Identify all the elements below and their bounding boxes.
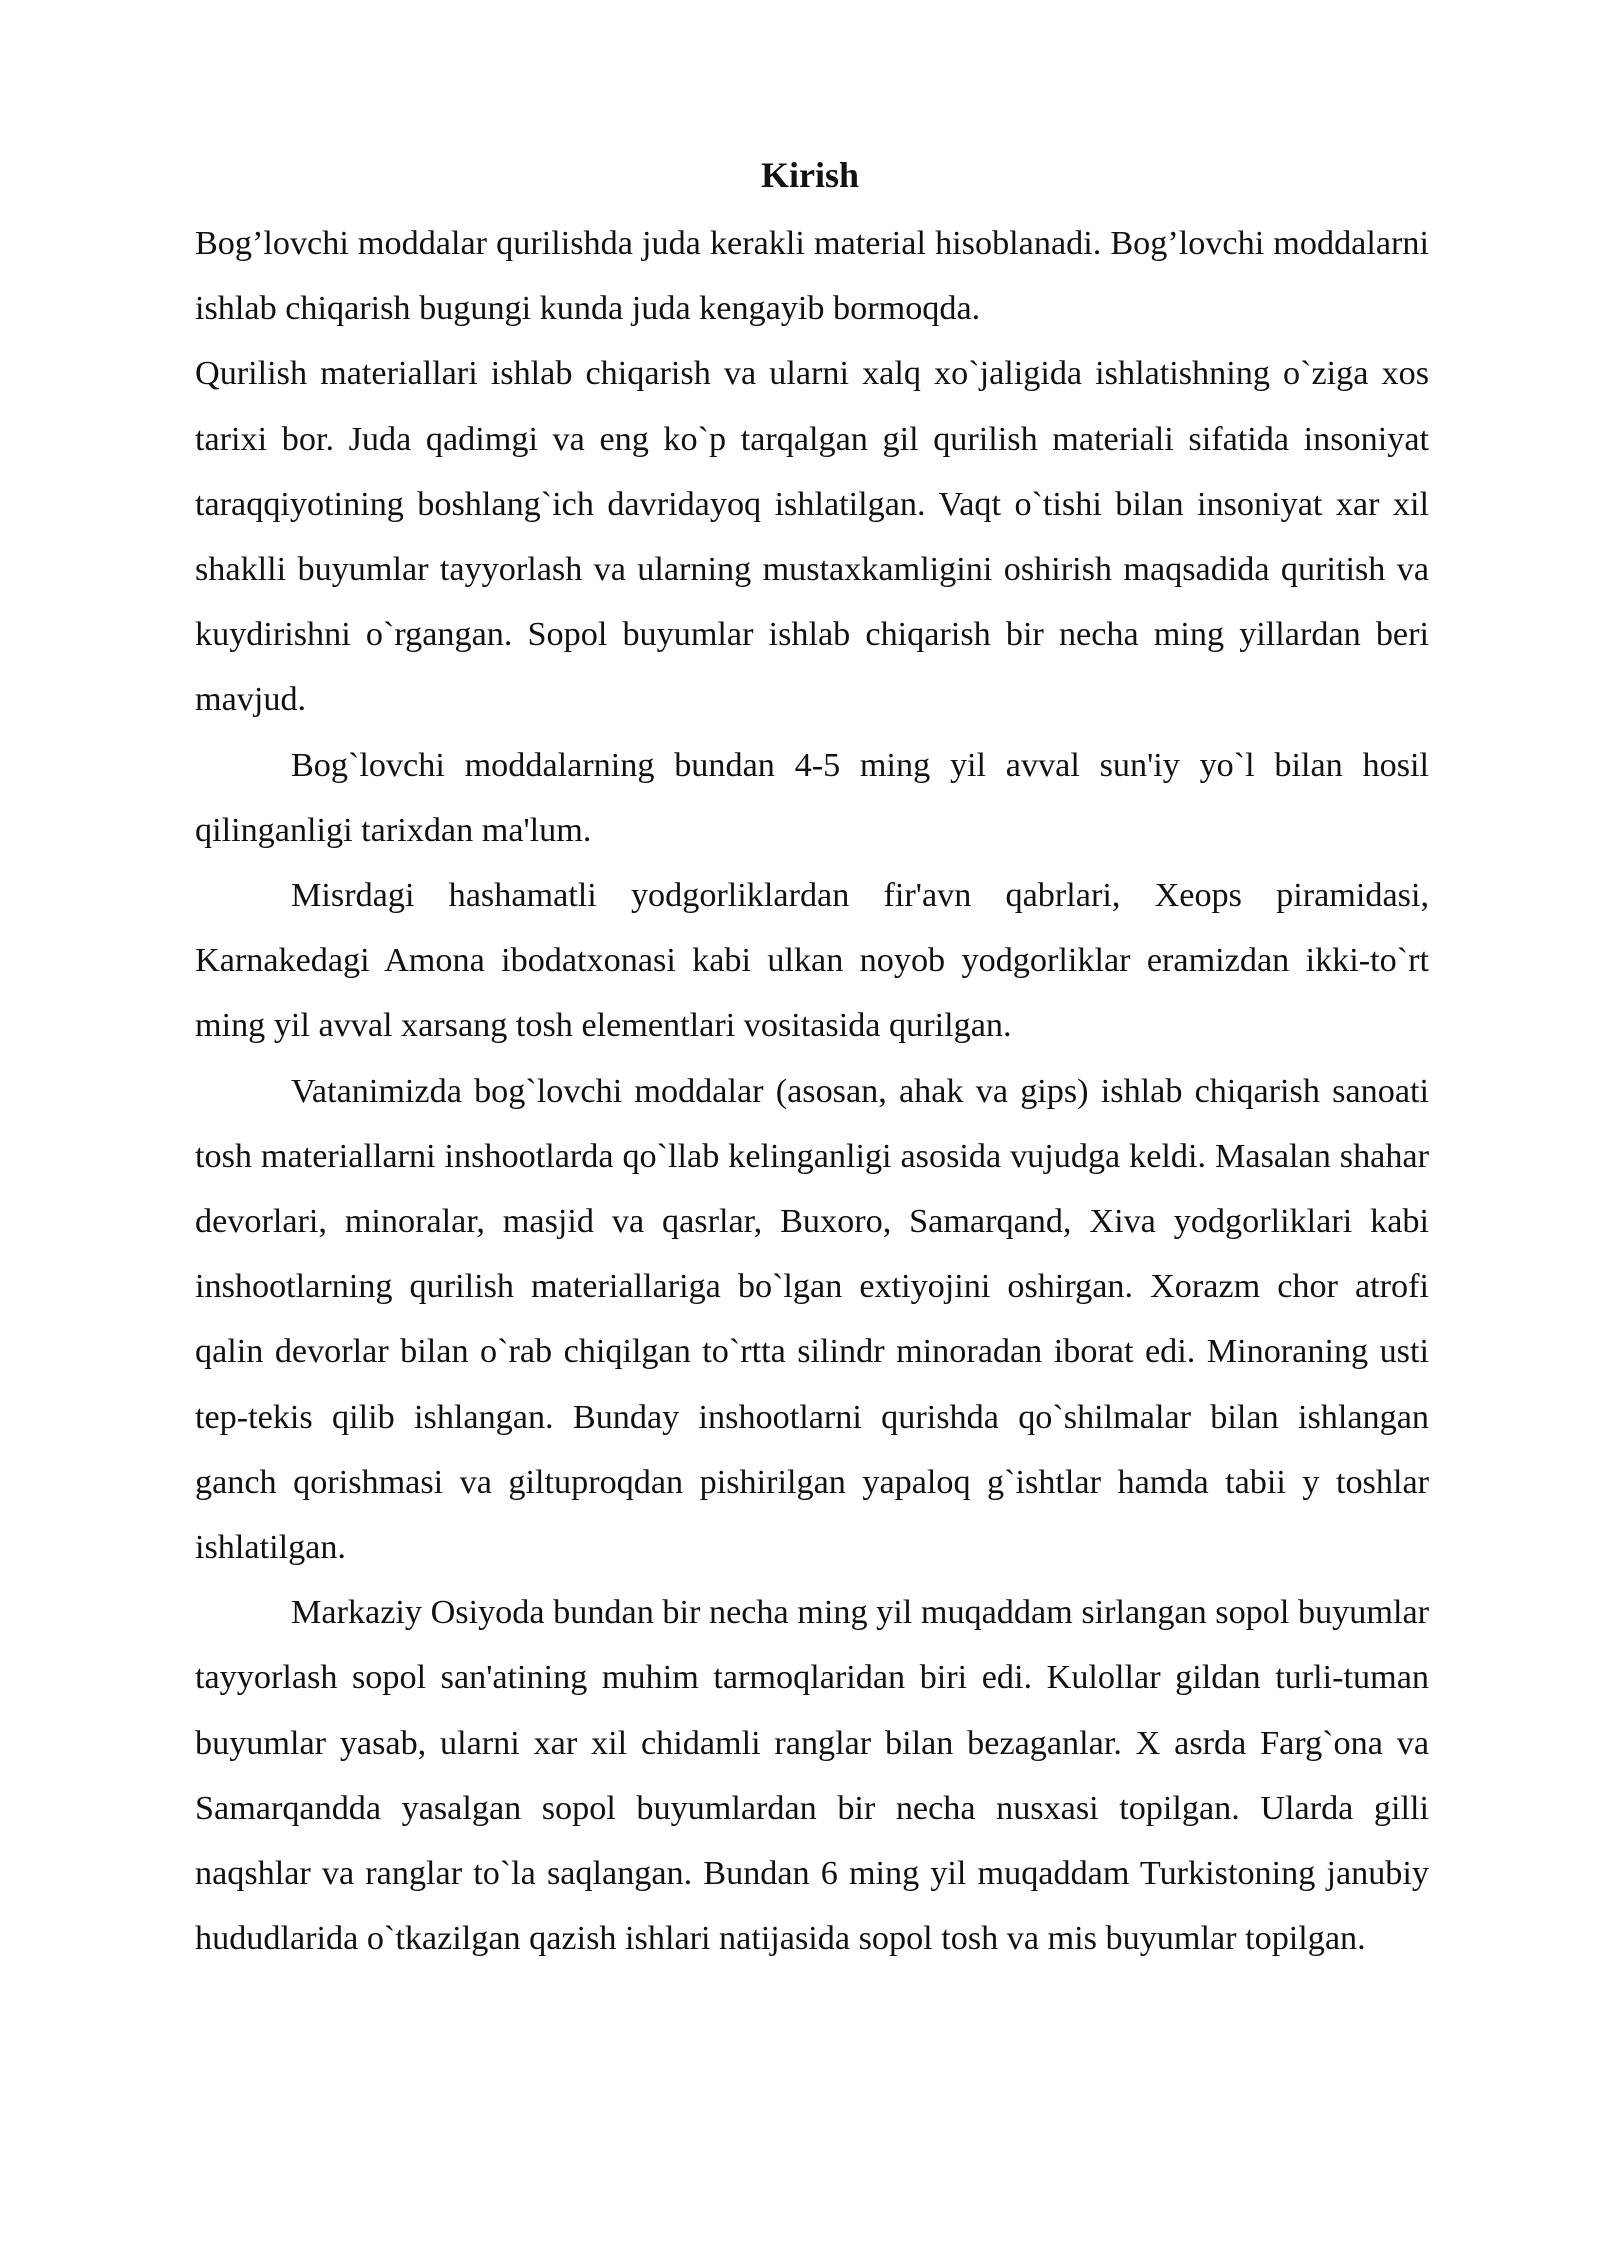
document-body [195, 211, 1429, 1971]
paragraph-1: Bog’lovchi moddalar qurilishda juda kerakli material hisoblanadi. Bog’lovchi moddalarni ishlab chiqarish bugungi kunda juda kengayib bormoqda. [195, 225, 1429, 328]
paragraph-3: Bog`lovchi moddalarning bundan 4-5 ming yil avval sun'iy yo`l bilan hosil qilinganligi tarixdan ma'lum. [195, 746, 1429, 849]
paragraph-2: Qurilish materiallari ishlab chiqarish va ularni xalq xo`jaligida ishlatishning o`ziga xos tarixi bor. Juda qadimgi va eng ko`p tarqalgan gil qurilish materiali sifatida insoniyat taraqqiyotining boshlang`ich davridayoq ishlatilgan. Vaqt o`tishi bilan insoniyat xar xil shaklli buyumlar tayyorlash va ularning mustaxkamligini oshirish maqsadida quritish va kuydirishni o`rgangan. Sopol buyumlar ishlab chiqarish bir necha ming yillardan beri mavjud. [195, 355, 1429, 719]
paragraph-4: Misrdagi hashamatli yodgorliklardan fir'avn qabrlari, Xeops piramidasi, Karnakedagi Amona ibodatxonasi kabi ulkan noyob yodgorliklar eramizdan ikki-to`rt ming yil avval xarsang tosh elementlari vositasida qurilgan. [195, 877, 1429, 1045]
paragraph-5: Vatanimizda bog`lovchi moddalar (asosan, ahak va gips) ishlab chiqarish sanoati tosh materiallarni inshootlarda qo`llab kelinganligi asosida vujudga keldi. Masalan shahar devorlari, minoralar, masjid va qasrlar, Buxoro, Samarqand, Xiva yodgorliklari kabi inshootlarning qurilish materiallariga bo`lgan extiyojini oshirgan. Xorazm chor atrofi qalin devorlar bilan o`rab chiqilgan to`rtta silindr minoradan iborat edi. Minoraning usti tep-tekis qilib ishlangan. Bunday inshootlarni qurishda qo`shilmalar bilan ishlangan ganch qorishmasi va giltuproqdan pishirilgan yapaloq g`ishtlar hamda tabii y toshlar ishlatilgan. [195, 1072, 1429, 1567]
page-title: Kirish [760, 155, 859, 195]
paragraph-6: Markaziy Osiyoda bundan bir necha ming yil muqaddam sirlangan sopol buyumlar tayyorlash sopol san'atining muhim tarmoqlaridan biri edi. Kulollar gildan turli-tuman buyumlar yasab, ularni xar xil chidamli ranglar bilan bezaganlar. X asrda Farg`ona va Samarqandda yasalgan sopol buyumlardan bir necha nusxasi topilgan. Ularda gilli naqshlar va ranglar to`la saqlangan. Bundan 6 ming yil muqaddam Turkistoning janubiy hududlarida o`tkazilgan qazish ishlari natijasida sopol tosh va mis buyumlar topilgan. [195, 1594, 1429, 1958]
